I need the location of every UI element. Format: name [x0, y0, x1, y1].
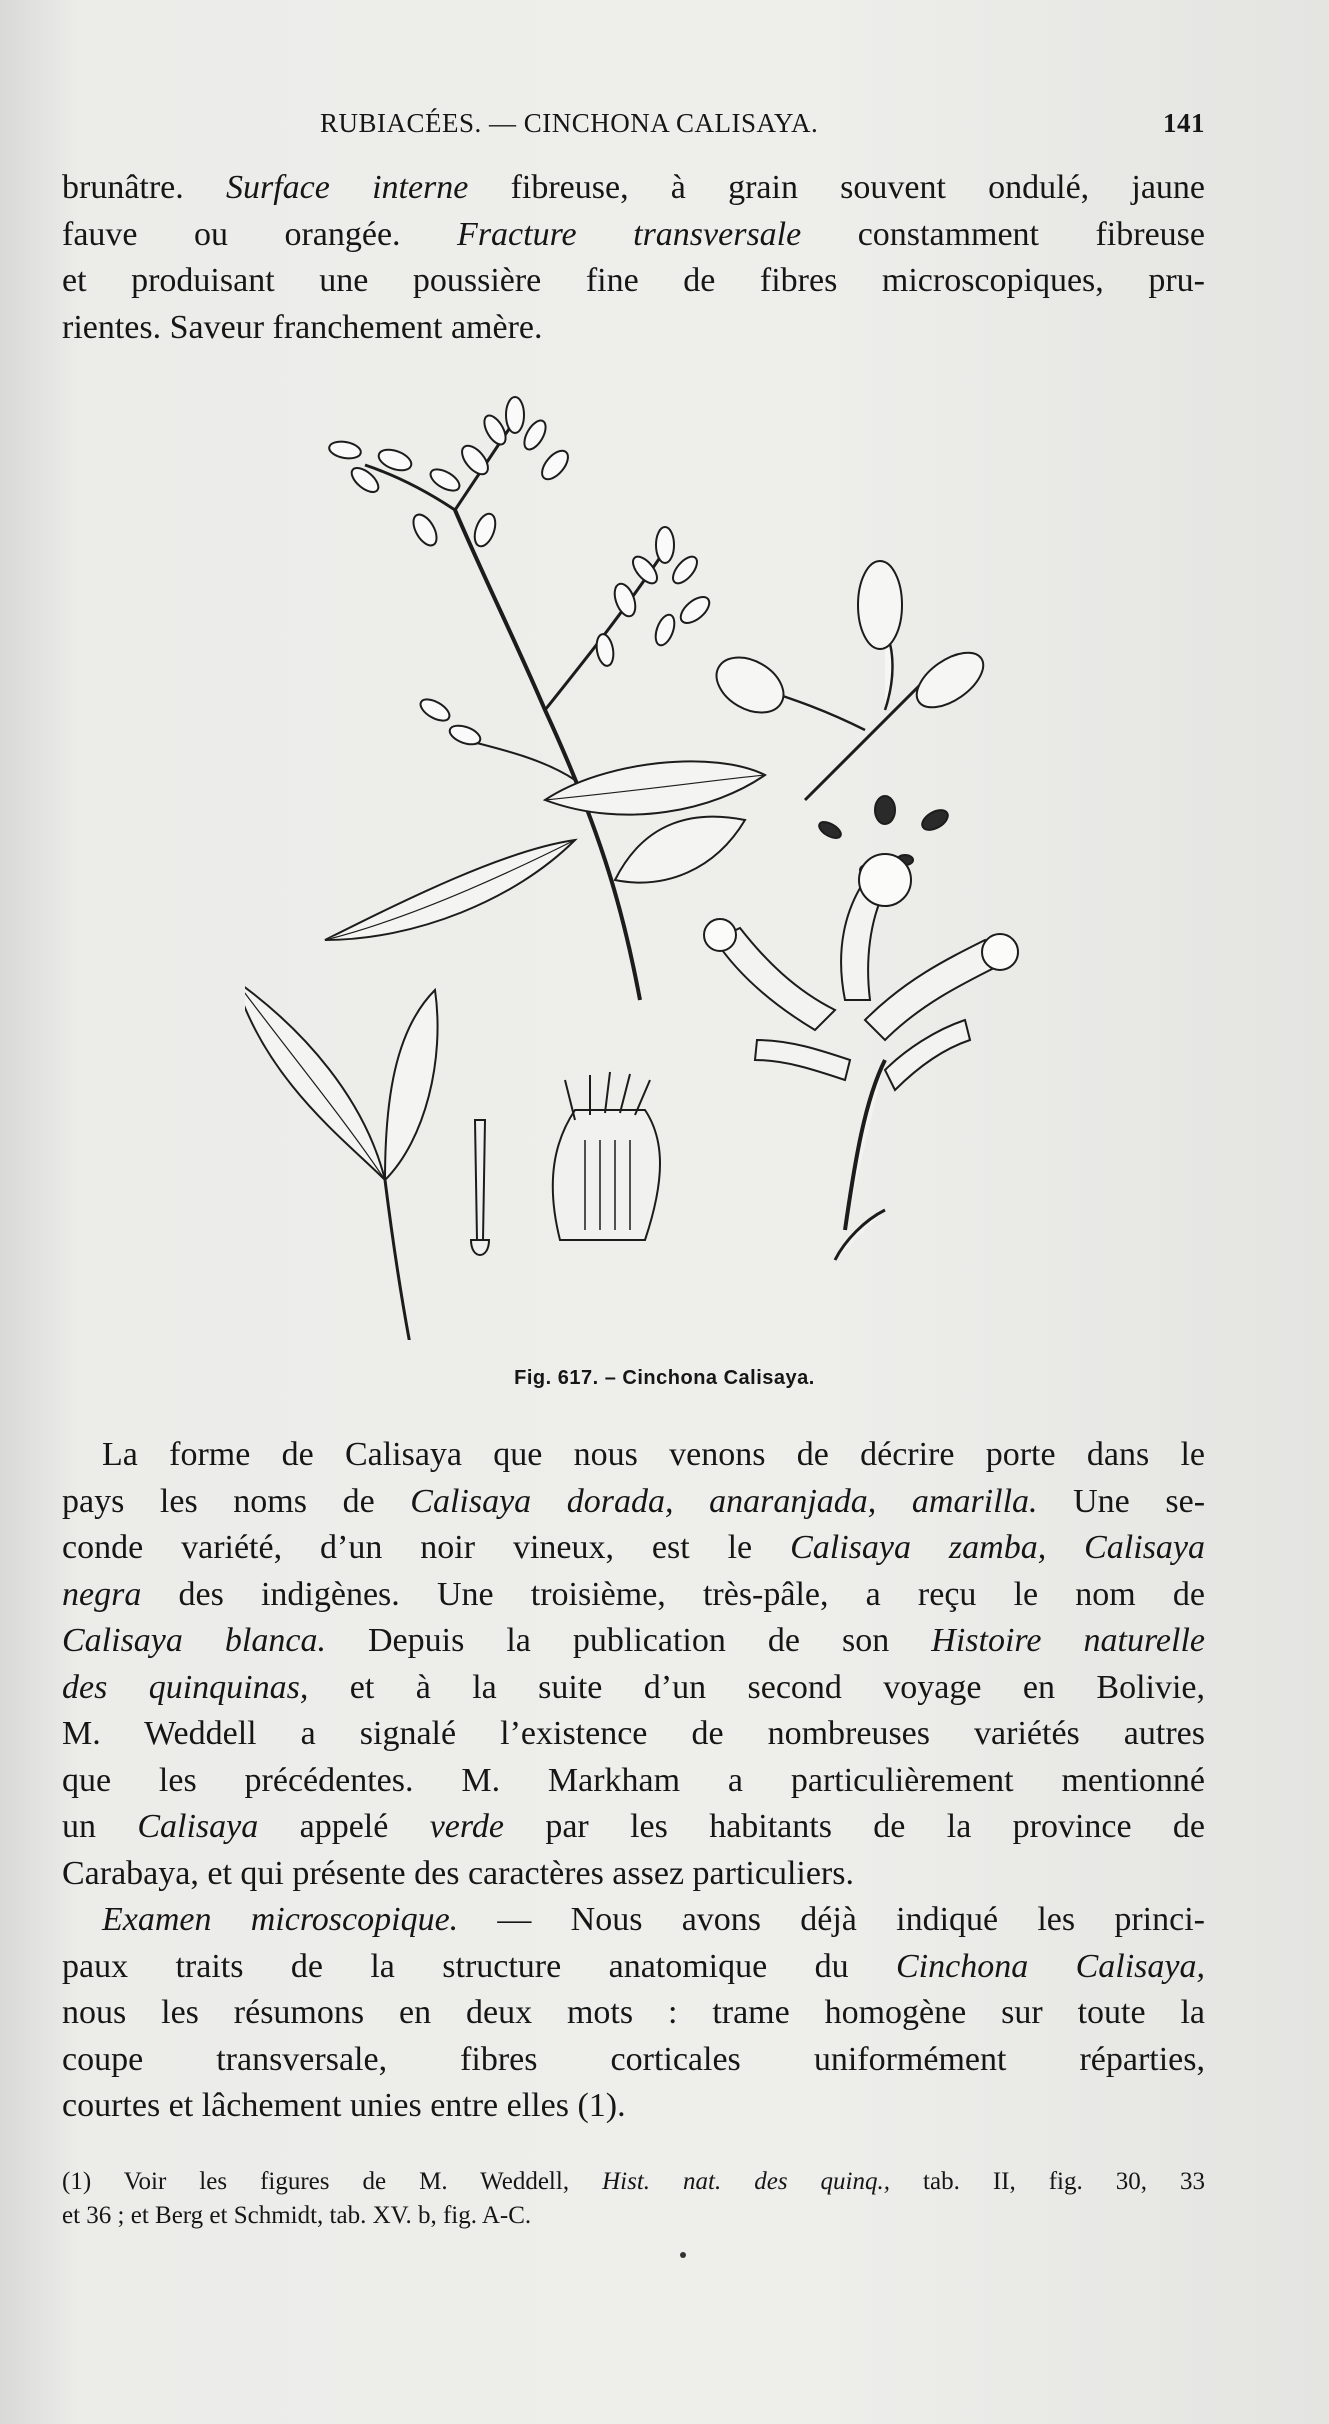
text-line: M. Weddell a signalé l’existence de nombreuses variétés autres — [62, 1715, 1205, 1752]
text-line: fauve ou orangée. Fracture transversale constamment fibreuse — [62, 215, 1205, 253]
running-title: RUBIACÉES. — CINCHONA CALISAYA. — [320, 108, 819, 138]
seed-capsules — [707, 561, 993, 800]
text-line: brunâtre. Surface interne fibreuse, à grain souvent ondulé, jaune — [62, 169, 1206, 206]
open-flowers — [704, 854, 1018, 1260]
page-number: 141 — [1163, 108, 1205, 138]
figure-caption: Fig. 617. – Cinchona Calisaya. — [514, 1367, 815, 1389]
text-line: Examen microscopique. — Nous avons déjà indiqué les princi- — [102, 1901, 1205, 1938]
dissected-flower — [471, 1072, 660, 1255]
text-line: Calisaya blanca. Depuis la publication de son Histoire naturelle — [62, 1622, 1205, 1659]
cinchona-drawing — [245, 380, 1025, 1340]
text-line: rientes. Saveur franchement amère. — [62, 308, 543, 346]
text-line: et produisant une poussière fine de fibres microscopiques, pru- — [62, 262, 1205, 299]
text-line: La forme de Calisaya que nous venons de décrire porte dans le — [102, 1436, 1205, 1473]
text-line: coupe transversale, fibres corticales uniformément réparties, — [62, 2040, 1205, 2078]
branch-stem — [465, 740, 575, 780]
body-text — [62, 1432, 1205, 2130]
leaf-stalk — [385, 1180, 415, 1340]
text-line: conde variété, d’un noir vineux, est le Calisaya zamba, Calisaya — [62, 1529, 1206, 1566]
text-line: courtes et lâchement unies entre elles (1). — [62, 2087, 626, 2124]
text-line: un Calisaya appelé verde par les habitants de la province de — [62, 1808, 1206, 1845]
page-header — [62, 108, 1205, 152]
intro-paragraph — [62, 165, 1205, 351]
page-dot — [680, 2252, 686, 2258]
branch-stem — [455, 510, 640, 1000]
text-line: pays les noms de Calisaya dorada, anaranjada, amarilla. Une se- — [62, 1482, 1206, 1520]
flower-buds — [328, 397, 714, 748]
botanical-illustration — [245, 380, 1025, 1340]
text-line: nous les résumons en deux mots : trame homogène sur toute la — [62, 1994, 1205, 2031]
footnote-line: et 36 ; et Berg et Schmidt, tab. XV. b, fig. A-C. — [62, 2202, 532, 2229]
footnote — [62, 2165, 1205, 2233]
text-line: que les précédentes. M. Markham a particulièrement mentionné — [62, 1761, 1205, 1799]
text-line: negra des indigènes. Une troisième, très-pâle, a reçu le nom de — [62, 1575, 1205, 1613]
text-line: paux traits de la structure anatomique du Cinchona Calisaya, — [62, 1947, 1205, 1985]
text-line: Carabaya, et qui présente des caractères assez particuliers. — [62, 1854, 854, 1892]
footnote-line: (1) Voir les figures de M. Weddell, Hist. nat. des quinq., tab. II, fig. 30, 33 — [62, 2168, 1206, 2195]
leaves — [245, 761, 765, 1180]
text-line: des quinquinas, et à la suite d’un second voyage en Bolivie, — [62, 1668, 1205, 1706]
